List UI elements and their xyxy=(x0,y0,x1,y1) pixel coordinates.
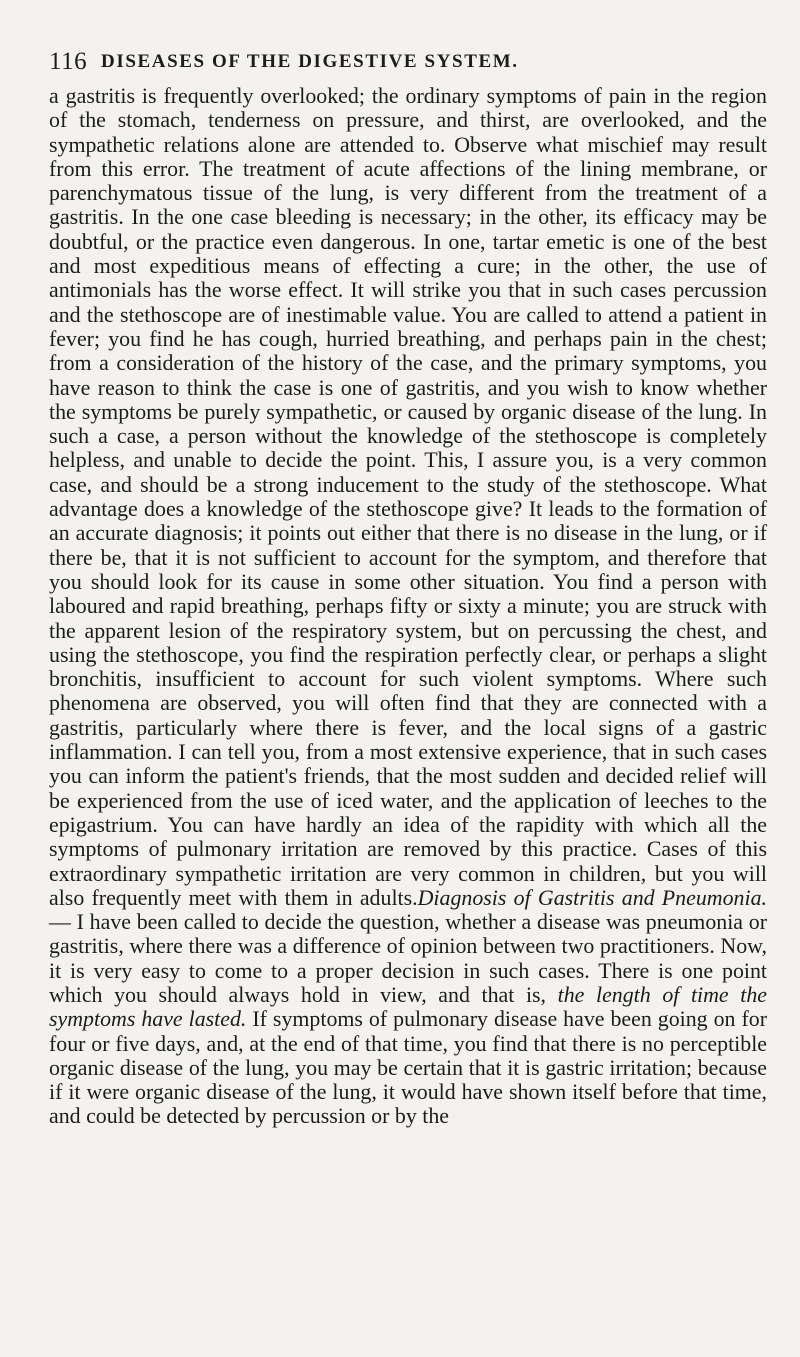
paragraph-text: a gastritis is frequently overlooked; the ordinary symptoms of pain in the region of the stomach, tenderness on pressure, and thirst, are overlooked, and the sympathetic relations alone are attended to. Observe what mischief may result from this error. The treatment of acute affections of the lining membrane, or parenchymatous tissue of the lung, is very different from the treatment of a gastritis. In the one case bleeding is necessary; in the other, its efficacy may be doubtful, or the practice even dangerous. In one, tartar emetic is one of the best and most expeditious means of effecting a cure; in the other, the use of antimonials has the worse effect. It will strike you that in such cases percussion and the stethoscope are of inestimable value. You are called to attend a patient in fever; you find he has cough, hurried breathing, and perhaps pain in the chest; from a consideration of the history of the case, and the primary symptoms, you have reason to think the case is one of gastritis, and you wish to know whether the symptoms be purely sympathetic, or caused by organic disease of the lung. In such a case, a person without the knowledge of the stethoscope is completely helpless, and unable to decide the point. This, I assure you, is a very common case, and should be a strong inducement to the study of the stethoscope. What advantage does a knowledge of the stethoscope give? It leads to the formation of an accurate diagnosis; it points out either that there is no disease in the lung, or if there be, that it is not sufficient to account for the symptom, and therefore that you should look for its cause in some other situation. You find a person with laboured and rapid breathing, perhaps fifty or sixty a minute; you are struck with the apparent lesion of the respiratory system, but on percussing the chest, and using the stethoscope, you find the respiration perfectly clear, or perhaps a slight bronchitis, insufficient to account for such violent symptoms. Where such phenomena are observed, you will often find that they are connected with a gastritis, particularly where there is fever, and the local signs of a gastric inflammation. I can tell you, from a most extensive experience, that in such cases you can inform the patient's friends, that the most sudden and decided relief will be experienced from the use of iced water, and the application of leeches to the epigastrium. You can have hardly an idea of the rapidity with which all the symptoms of pulmonary irritation are removed by this practice. Cases of this extraordinary sympathetic irritation are very common in children, but you will also frequently meet with them in adults. xyxy=(49,83,767,910)
running-head: DISEASES OF THE DIGESTIVE SYSTEM. xyxy=(101,51,519,72)
body-text xyxy=(49,84,767,1129)
paragraph-text: — I have been called to decide the question, whether a disease was pneumonia or gastritis, where there was a difference of opinion between two practitioners. Now, it is very easy to come to a proper decision in such cases. There is one point which you should always hold in view, and that is, xyxy=(49,909,767,1007)
paragraph-text: If symptoms of pulmonary disease have been going on for four or five days, and, at the end of that time, you find that there is no perceptible organic disease of the lung, you may be certain that it is gastric irritation; because if it were organic disease of the lung, it would have shown itself before that time, and could be detected by percussion or by the xyxy=(49,1006,767,1129)
section-heading: Diagnosis of Gastritis and Pneumonia. xyxy=(417,884,767,910)
paragraph xyxy=(49,84,767,1129)
emphasized-text: the length of time the symptoms have lasted. xyxy=(49,981,767,1032)
page-number: 116 xyxy=(49,48,88,75)
page-header xyxy=(49,48,759,80)
